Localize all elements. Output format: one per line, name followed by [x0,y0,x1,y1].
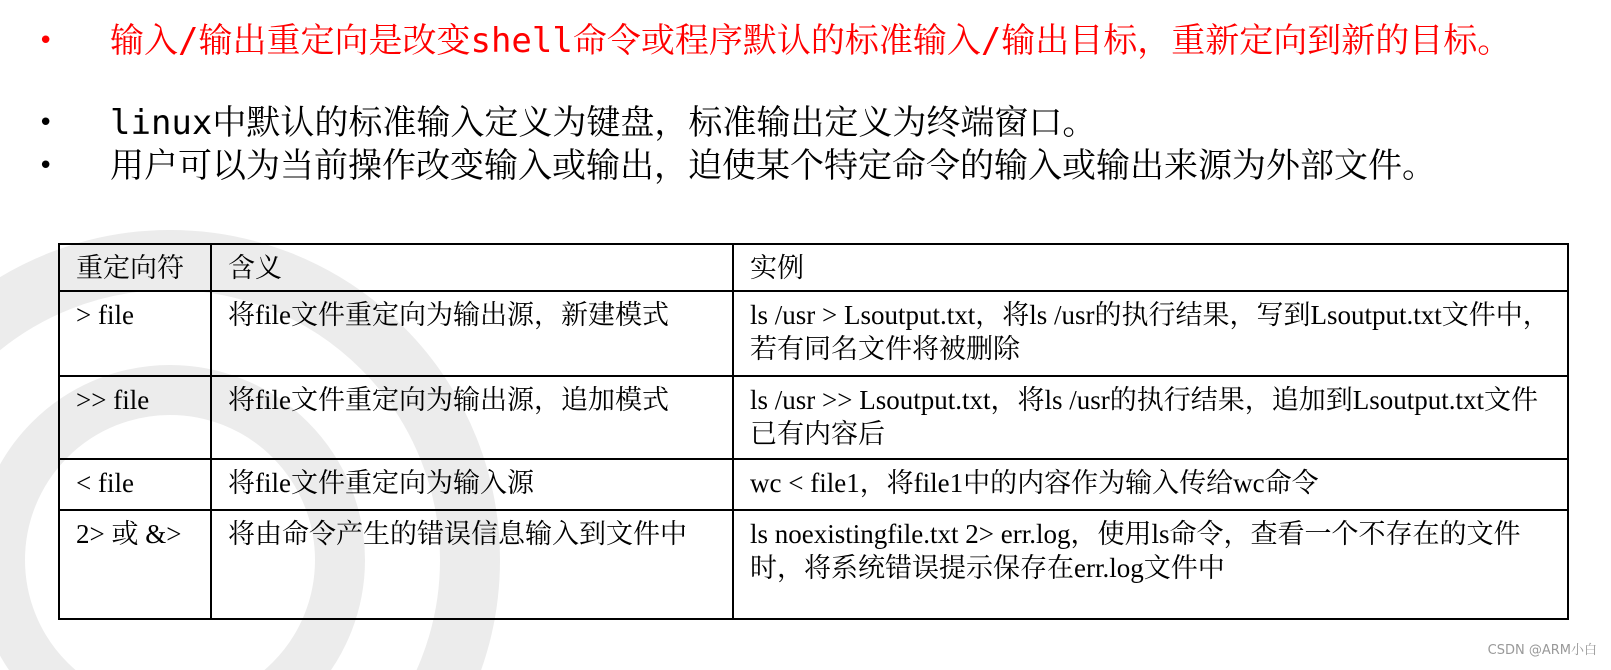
cell-meaning: 将file文件重定向为输入源 [211,459,733,510]
table-row [59,376,1568,459]
cell-meaning: 将file文件重定向为输出源，新建模式 [211,291,733,376]
bullet-marker: • [38,151,54,181]
cell-example: ls /usr >> Lsoutput.txt，将ls /usr的执行结果，追加到Lsoutput.txt文件已有内容后 [733,376,1568,459]
table-row [59,291,1568,376]
cell-operator: < file [59,459,211,510]
cell-meaning: 将file文件重定向为输出源，追加模式 [211,376,733,459]
bullet-text-linux-default-io: linux中默认的标准输入定义为键盘，标准输出定义为终端窗口。 [110,103,1097,143]
cell-example: ls noexistingfile.txt 2> err.log，使用ls命令，查看一个不存在的文件时，将系统错误提示保存在err.log文件中 [733,510,1568,619]
bullet-text-redirect-definition: 输入/输出重定向是改变shell命令或程序默认的标准输入/输出目标，重新定向到新的目标。 [110,21,1512,61]
table-row [59,510,1568,619]
header-cell-operator: 重定向符 [59,244,211,291]
header-cell-meaning: 含义 [211,244,733,291]
cell-operator: > file [59,291,211,376]
cell-meaning: 将由命令产生的错误信息输入到文件中 [211,510,733,619]
cell-operator: >> file [59,376,211,459]
table-row [59,459,1568,510]
bullet-text-user-change-io: 用户可以为当前操作改变输入或输出，迫使某个特定命令的输入或输出来源为外部文件。 [110,146,1436,186]
cell-operator: 2> 或 &> [59,510,211,619]
bullet-marker: • [38,26,54,56]
bullet-marker: • [38,108,54,138]
table-header-row [59,244,1568,291]
cell-example: ls /usr > Lsoutput.txt，将ls /usr的执行结果，写到Lsoutput.txt文件中，若有同名文件将被删除 [733,291,1568,376]
credit-watermark-text: CSDN @ARM小白 [1487,643,1597,658]
redirect-table-container [58,243,1567,620]
header-cell-example: 实例 [733,244,1568,291]
cell-example: wc < file1，将file1中的内容作为输入传给wc命令 [733,459,1568,510]
redirect-table [58,243,1569,620]
